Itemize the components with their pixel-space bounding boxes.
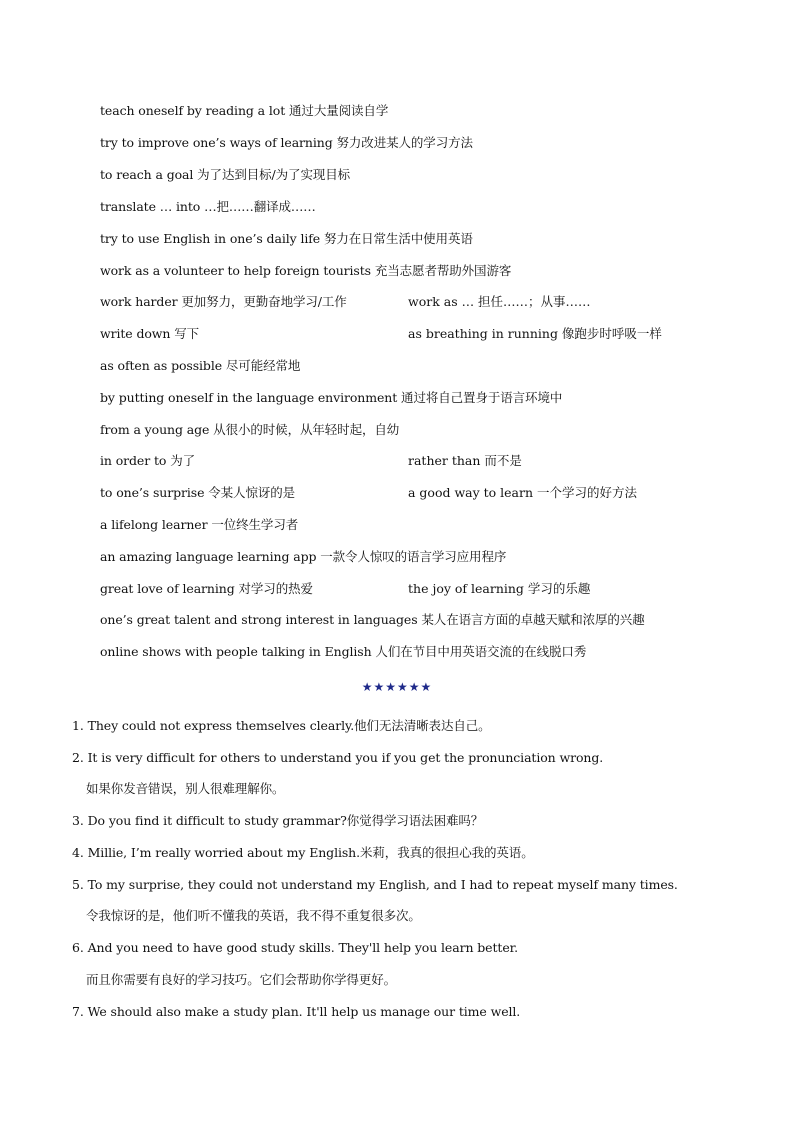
phrase-line: try to improve one’s ways of learning 努力改进某人的学习方法 [100, 135, 473, 150]
phrase-line: in order to 为了 [100, 453, 195, 468]
phrase-line: teach oneself by reading a lot 通过大量阅读自学 [100, 103, 389, 118]
sentence-line: 1. They could not express themselves clearly.他们无法清晰表达自己。 [72, 718, 491, 733]
phrase-line: to one’s surprise 令某人惊讶的是 [100, 485, 296, 500]
phrase-line-right: the joy of learning 学习的乐趣 [408, 581, 591, 596]
phrase-line: from a young age 从很小的时候，从年轻时起，自幼 [100, 422, 400, 437]
phrase-line: a lifelong learner 一位终生学习者 [100, 517, 299, 532]
phrase-line: translate … into …把……翻译成…… [100, 199, 316, 214]
phrase-line-right: as breathing in running 像跑步时呼吸一样 [408, 326, 662, 341]
phrase-line: online shows with people talking in English 人们在节目中用英语交流的在线脱口秀 [100, 644, 587, 659]
sentence-line: 7. We should also make a study plan. It'll help us manage our time well. [72, 1004, 521, 1019]
phrase-line: great love of learning 对学习的热爱 [100, 581, 313, 596]
sentence-translation: 令我惊讶的是，他们听不懂我的英语，我不得不重复很多次。 [86, 908, 421, 923]
phrase-line: try to use English in one’s daily life 努力在日常生活中使用英语 [100, 231, 473, 246]
sentence-line: 4. Millie, I’m really worried about my English.米莉，我真的很担心我的英语。 [72, 845, 534, 860]
phrase-line: to reach a goal 为了达到目标/为了实现目标 [100, 167, 351, 182]
sentence-line: 6. And you need to have good study skills. They'll help you learn better. [72, 940, 518, 955]
sentence-translation: 而且你需要有良好的学习技巧。它们会帮助你学得更好。 [86, 972, 397, 987]
phrase-line-right: work as … 担任……；从事…… [408, 294, 591, 309]
star-divider: ★★★★★★ [361, 680, 433, 694]
phrase-line: an amazing language learning app 一款令人惊叹的语言学习应用程序 [100, 549, 507, 564]
phrase-line: write down 写下 [100, 326, 200, 341]
phrase-line: as often as possible 尽可能经常地 [100, 358, 301, 373]
phrase-line-right: rather than 而不是 [408, 453, 522, 468]
sentence-line: 3. Do you find it difficult to study grammar?你觉得学习语法困难吗？ [72, 813, 484, 828]
phrase-line: work harder 更加努力，更勤奋地学习/工作 [100, 294, 347, 309]
phrase-line: one’s great talent and strong interest in languages 某人在语言方面的卓越天赋和浓厚的兴趣 [100, 612, 645, 627]
phrase-line-right: a good way to learn 一个学习的好方法 [408, 485, 638, 500]
sentence-translation: 如果你发音错误，别人很难理解你。 [86, 781, 285, 796]
sentence-line: 5. To my surprise, they could not understand my English, and I had to repeat myself many times. [72, 877, 678, 892]
phrase-line: work as a volunteer to help foreign tourists 充当志愿者帮助外国游客 [100, 263, 512, 278]
sentence-line: 2. It is very difficult for others to understand you if you get the pronunciation wrong. [72, 750, 604, 765]
phrase-line: by putting oneself in the language environment 通过将自己置身于语言环境中 [100, 390, 563, 405]
